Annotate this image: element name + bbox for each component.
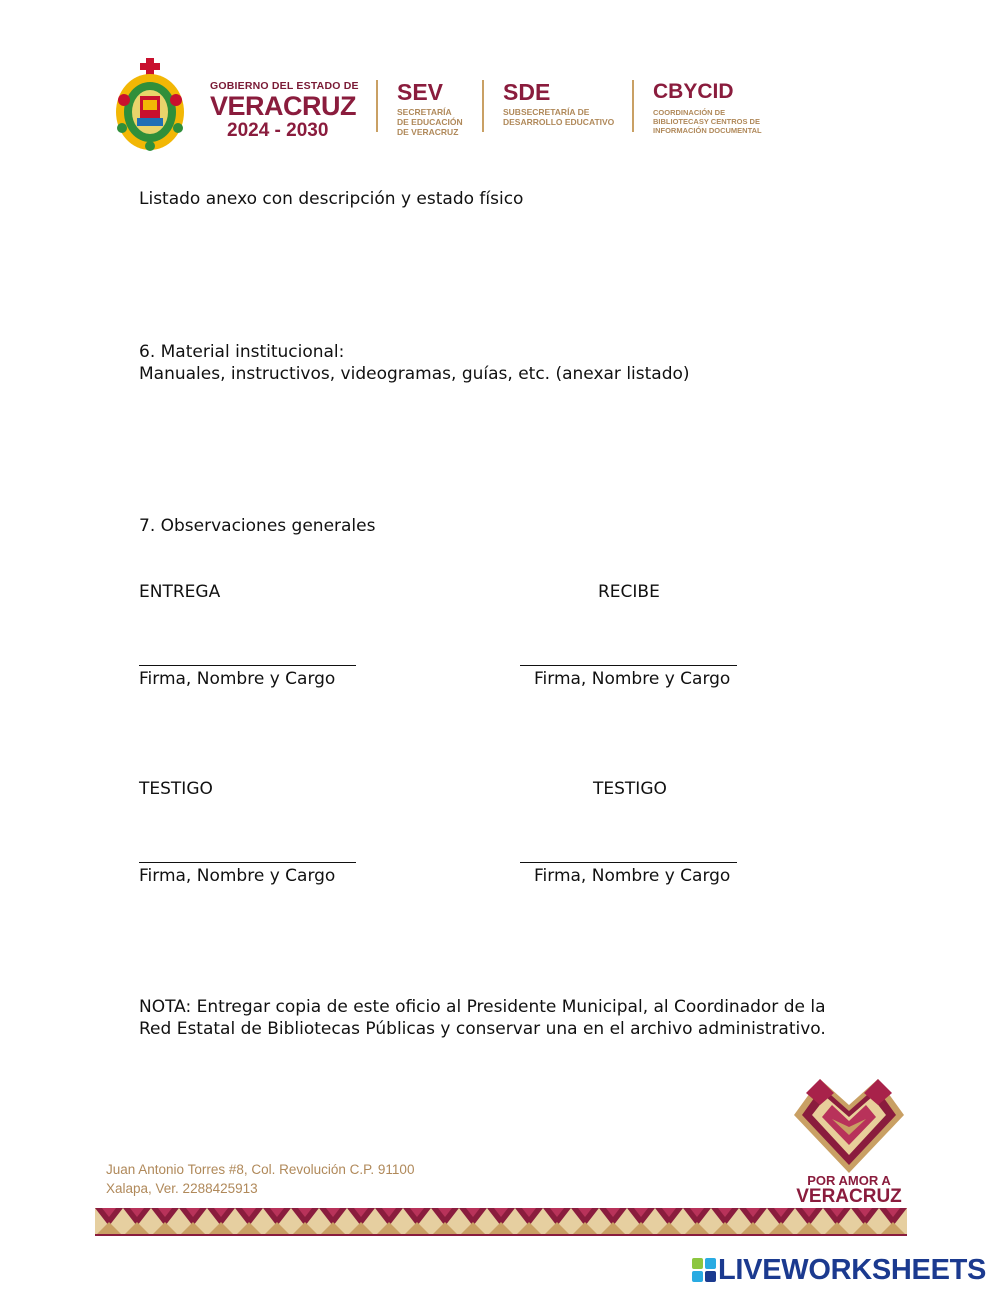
entrega-label: ENTREGA bbox=[139, 582, 221, 602]
sev-logo bbox=[397, 80, 463, 137]
testigo-left-label: TESTIGO bbox=[139, 779, 213, 799]
veracruz-coat-of-arms-icon bbox=[110, 56, 190, 154]
section6-title: 6. Material institucional: bbox=[139, 342, 345, 362]
header-divider bbox=[376, 80, 378, 132]
gov-line1: GOBIERNO DEL ESTADO DE bbox=[210, 80, 359, 92]
sev-sub2: DE EDUCACIÓN bbox=[397, 117, 463, 127]
testigo-right-label: TESTIGO bbox=[593, 779, 667, 799]
testigo-right-signature-caption: Firma, Nombre y Cargo bbox=[534, 866, 731, 886]
nota-line2: Red Estatal de Bibliotecas Públicas y conservar una en el archivo administrativo. bbox=[139, 1019, 826, 1039]
gov-line2: VERACRUZ bbox=[210, 91, 357, 121]
slogan-por: POR bbox=[807, 1173, 839, 1188]
cbycid-logo bbox=[653, 80, 762, 135]
sev-sub1: SECRETARÍA bbox=[397, 107, 452, 117]
liveworksheets-watermark bbox=[692, 1253, 986, 1287]
testigo-right-signature-line bbox=[520, 862, 737, 863]
recibe-signature-line bbox=[520, 665, 737, 666]
section7-title: 7. Observaciones generales bbox=[139, 516, 376, 536]
liveworksheets-logo-icon bbox=[692, 1258, 716, 1282]
slogan-amor: AMOR A bbox=[838, 1173, 891, 1188]
por-amor-slogan-line2: VERACRUZ bbox=[796, 1186, 902, 1207]
listado-anexo-text: Listado anexo con descripción y estado físico bbox=[139, 189, 524, 209]
sde-sub2: DESARROLLO EDUCATIVO bbox=[503, 117, 615, 127]
entrega-signature-line bbox=[139, 665, 356, 666]
cbycid-sub1: COORDINACIÓN DE bbox=[653, 108, 726, 117]
liveworksheets-text: LIVEWORKSHEETS bbox=[718, 1254, 987, 1286]
testigo-left-signature-caption: Firma, Nombre y Cargo bbox=[139, 866, 336, 886]
header-divider bbox=[632, 80, 634, 132]
cbycid-sub2: BIBLIOTECASY CENTROS DE bbox=[653, 117, 760, 126]
cbycid-title: CBYCID bbox=[653, 80, 734, 103]
address-line1: Juan Antonio Torres #8, Col. Revolución C.P. 91100 bbox=[106, 1162, 415, 1177]
letterhead bbox=[0, 0, 1000, 170]
recibe-signature-caption: Firma, Nombre y Cargo bbox=[534, 669, 731, 689]
sev-sub3: DE VERACRUZ bbox=[397, 127, 459, 137]
sde-title: SDE bbox=[503, 79, 551, 105]
recibe-label: RECIBE bbox=[598, 582, 660, 602]
entrega-signature-caption: Firma, Nombre y Cargo bbox=[139, 669, 336, 689]
cbycid-sub3: INFORMACIÓN DOCUMENTAL bbox=[653, 126, 762, 135]
testigo-left-signature-line bbox=[139, 862, 356, 863]
gov-line3: 2024 - 2030 bbox=[227, 120, 329, 141]
decorative-border-band bbox=[95, 1208, 907, 1236]
sev-title: SEV bbox=[397, 79, 444, 105]
header-divider bbox=[482, 80, 484, 132]
sde-logo bbox=[503, 80, 614, 127]
nota-line1: NOTA: Entregar copia de este oficio al Presidente Municipal, al Coordinador de la bbox=[139, 997, 826, 1017]
section6-description: Manuales, instructivos, videogramas, guías, etc. (anexar listado) bbox=[139, 364, 690, 384]
address-line2: Xalapa, Ver. 2288425913 bbox=[106, 1181, 258, 1196]
sde-sub1: SUBSECRETARÍA DE bbox=[503, 107, 590, 117]
por-amor-heart-logo-icon bbox=[790, 1075, 908, 1175]
gobierno-wordmark bbox=[210, 80, 360, 142]
